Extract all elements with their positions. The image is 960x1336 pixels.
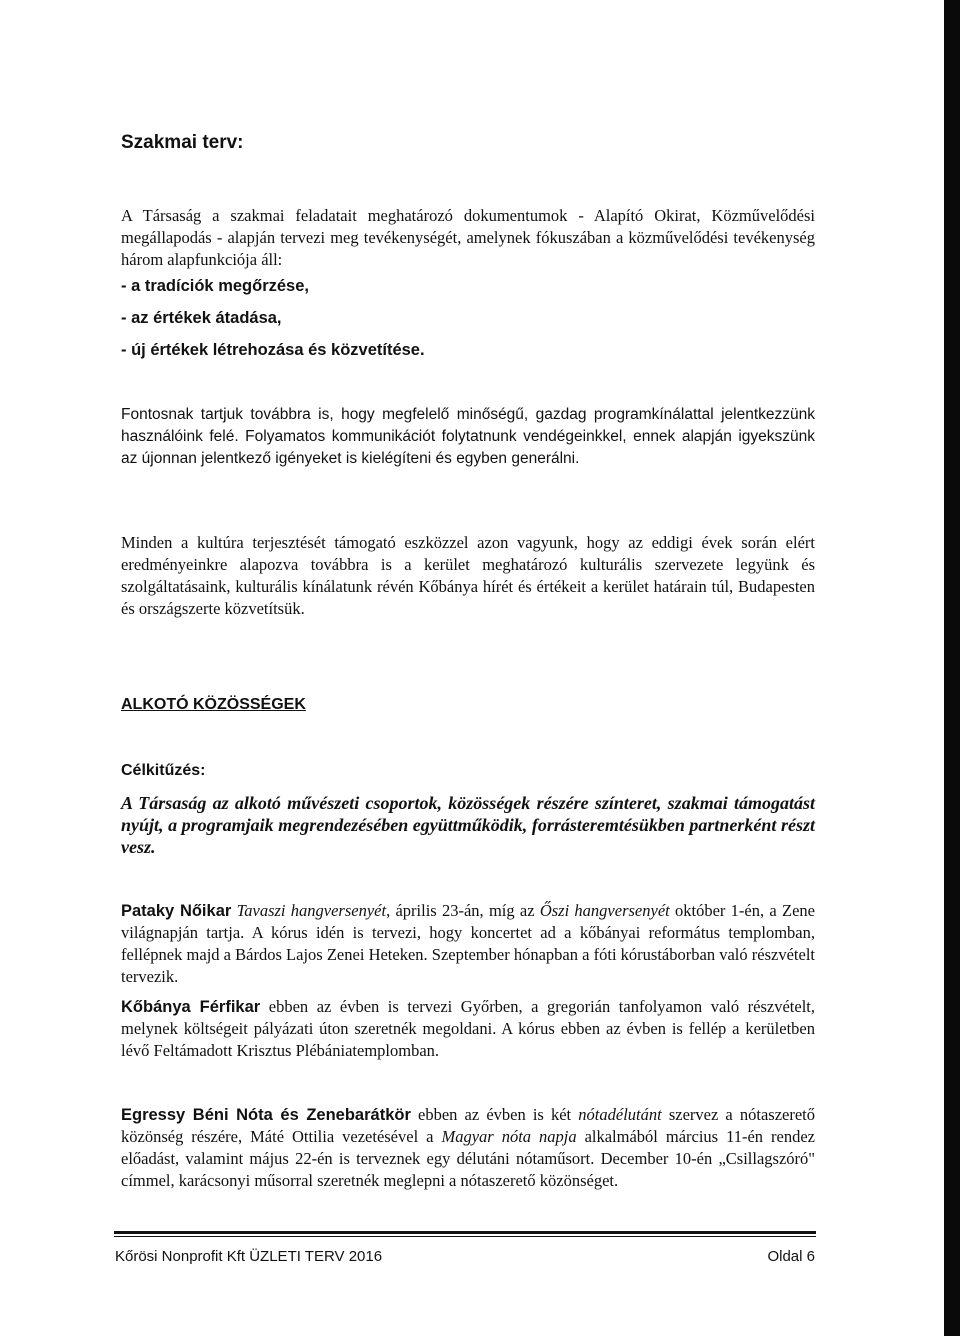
egressy-em-2: Magyar nóta napja bbox=[441, 1127, 577, 1146]
bullet-traditions: - a tradíciók megőrzése, bbox=[121, 277, 309, 295]
paragraph-kobanya bbox=[121, 996, 815, 1062]
pataky-concert-2: Őszi hangversenyét bbox=[539, 901, 670, 920]
intro-paragraph: A Társaság a szakmai feladatait meghatározó dokumentumok - Alapító Okirat, Közművelődési megállapodás - alapján tervezi meg tevékenységét, amelynek fókuszában a közművelődési tevékenység három alapfunkciója áll: bbox=[121, 206, 815, 269]
egressy-text-1: ebben az évben is két bbox=[410, 1105, 579, 1124]
paragraph-culture: Minden a kultúra terjesztését támogató eszközzel azon vagyunk, hogy az eddigi évek során elért eredményeinkre alapozva továbbra is a kerület meghatározó kulturális szervezete legyünk és szolgáltatásaink, kulturális kínálatunk révén Kőbánya hírét és értékeit a kerület határain túl, Budapesten és országszerte közvetítsük. bbox=[121, 533, 815, 618]
pataky-name: Pataky Nőikar bbox=[121, 902, 232, 920]
scan-edge-bar bbox=[944, 0, 960, 1336]
paragraph-programs: Fontosnak tartjuk továbbra is, hogy megfelelő minőségű, gazdag programkínálattal jelentkezzünk használóink felé. Folyamatos kommunikációt folytatnunk vendégeinkkel, ennek alapján igyekszünk az újonnan jelentkező igényeket is kielégíteni és egyben generálni. bbox=[121, 406, 815, 467]
kobanya-text: ebben az évben is tervezi Győrben, a gregorián tanfolyamon való részvételt, melynek költségeit pályázati úton szeretnék megoldani. A kórus ebben az évben is fellép a kerületben lévő Feltámadott Krisztus Plébániatemplomban. bbox=[121, 997, 816, 1060]
footer-document-title: Kőrösi Nonprofit Kft ÜZLETI TERV 2016 bbox=[115, 1248, 383, 1265]
goal-label: Célkitűzés: bbox=[121, 762, 206, 779]
egressy-text-2: szervez a nótaszerető közönség részére, Máté Ottilia vezetésével a bbox=[121, 1105, 816, 1146]
footer-rule-thin bbox=[114, 1236, 816, 1237]
egressy-text-3: alkalmából március 11-én rendez előadást, valamint május 22-én is terveznek egy délutáni nótaműsort. December 10-én „Csillagszóró" címmel, karácsonyi műsorral szeretnék meglepni a nótaszerető közönséget. bbox=[121, 1127, 815, 1190]
kobanya-name: Kőbánya Férfikar bbox=[121, 998, 261, 1016]
page-heading: Szakmai terv: bbox=[121, 132, 244, 153]
footer-rule-thick bbox=[114, 1231, 816, 1234]
pataky-concert-1: Tavaszi hangversenyét bbox=[236, 901, 387, 920]
egressy-name: Egressy Béni Nóta és Zenebarátkör bbox=[121, 1106, 411, 1124]
egressy-em-1: nótadélutánt bbox=[578, 1105, 662, 1124]
footer-page-number: Oldal 6 bbox=[767, 1248, 815, 1265]
paragraph-egressy bbox=[121, 1104, 815, 1192]
section-title: ALKOTÓ KÖZÖSSÉGEK bbox=[121, 696, 306, 713]
pataky-text-3: október 1-én, a Zene világnapján tartja. A kórus idén is tervezi, hogy koncertet ad a kőbányai református templomban, fellépnek majd a Bárdos Lajos Zenei Heteken. Szeptember hónapban a fóti kórustáborban való részvételt tervezik. bbox=[121, 901, 815, 986]
bullet-new-values: - új értékek létrehozása és közvetítése. bbox=[121, 341, 425, 359]
pataky-text-2: , április 23-án, míg az bbox=[386, 901, 540, 920]
paragraph-pataky bbox=[121, 900, 815, 988]
goal-text: A Társaság az alkotó művészeti csoportok, közösségek részére színteret, szakmai támogatást nyújt, a programjaik megrendezésében együttműködik, forrásteremtésükben partnerként részt vesz. bbox=[121, 793, 815, 857]
bullet-values: - az értékek átadása, bbox=[121, 309, 282, 327]
